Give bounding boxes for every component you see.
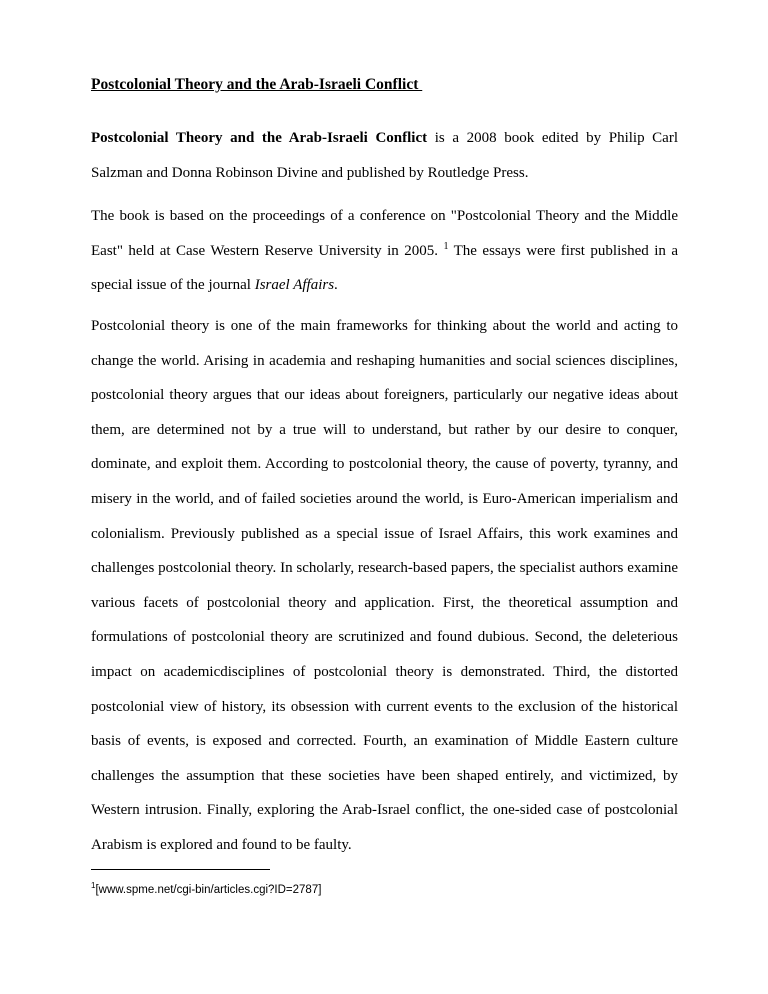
footnote-reference[interactable]: 1 — [443, 240, 449, 252]
summary-paragraph — [91, 309, 678, 863]
conference-text: The book is based on the proceedings of a conference on "Postcolonial Theory and the Middle East" held at Case Western Reserve University in 2005. — [91, 208, 678, 259]
intro-paragraph — [91, 121, 678, 190]
intro-text: is a 2008 book edited by Philip Carl Salzman and Donna Robinson Divine and published by Routledge Press. — [91, 130, 679, 181]
conference-paragraph — [91, 199, 678, 303]
book-title-bold: Postcolonial Theory and the Arab-Israeli Conflict — [91, 130, 428, 146]
page-title: Postcolonial Theory and the Arab-Israeli Conflict — [91, 76, 423, 93]
summary-text: Postcolonial theory is one of the main frameworks for thinking about the world and acting to change the world. Arising in academia and reshaping humanities and social sciences disciplines, postcolonial theory argues that our ideas about foreigners, particularly our negative ideas about them, are determined not by a true will to understand, but rather by our desire to conquer, dominate, and exploit them. According to postcolonial theory, the cause of poverty, tyranny, and misery in the world, and of failed societies around the world, is Euro-American imperialism and colonialism. Previously published as a special issue of Israel Affairs, this work examines and challenges postcolonial theory. In scholarly, research-based papers, the specialist authors examine various facets of postcolonial theory and application. First, the theoretical assumption and formulations of postcolonial theory are scrutinized and found dubious. Second, the deleterious impact on academicdisciplines of postcolonial theory is demonstrated. Third, the distorted postcolonial view of history, its obsession with current events to the exclusion of the historical basis of events, is exposed and corrected. Fourth, an examination of Middle Eastern culture challenges the assumption that these societies have been shaped entirely, and victimized, by Western intrusion. Finally, exploring the Arab-Israel conflict, the one-sided case of postcolonial Arabism is explored and found to be faulty. — [91, 318, 678, 853]
footnote-divider — [91, 869, 270, 870]
footnote-link[interactable]: [www.spme.net/cgi-bin/articles.cgi?ID=2787] — [95, 884, 322, 896]
conference-text-continued: The essays were first published in a special issue of the journal — [91, 242, 679, 294]
conference-text-end: . — [334, 277, 338, 294]
footnote-number: 1 — [91, 881, 96, 890]
footnote — [91, 881, 322, 896]
journal-name: Israel Affairs — [254, 277, 335, 294]
